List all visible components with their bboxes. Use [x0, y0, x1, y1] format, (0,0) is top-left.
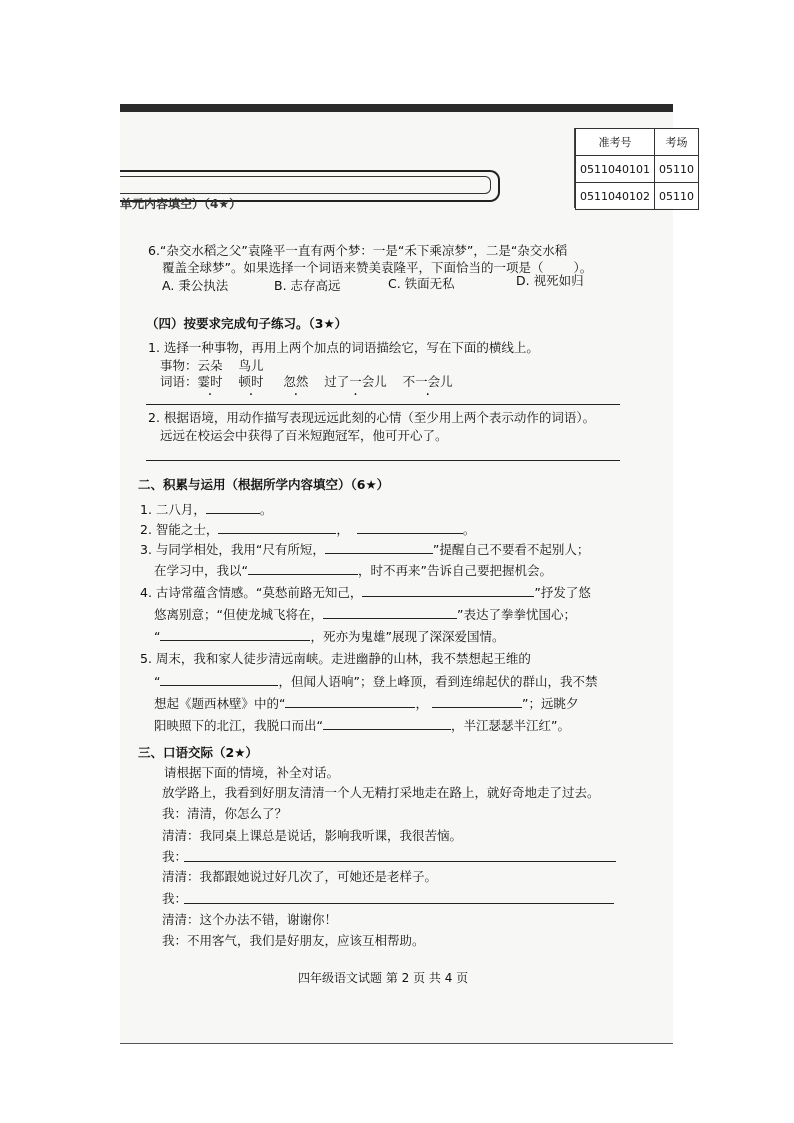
fill-blank[interactable]: [248, 562, 358, 575]
admission-ticket-table: [574, 128, 694, 208]
section4-title: （四）按要求完成句子练习。（3★）: [146, 316, 348, 331]
dialogue-line: 我：不用客气，我们是好朋友，应该互相帮助。: [162, 933, 425, 948]
accumulate-item-4a: 4. 古诗常蕴含情感。“莫愁前路无知己， ”抒发了悠: [140, 585, 591, 600]
section4-q2-context: 远远在校运会中获得了百米短跑冠军，他可开心了。: [160, 428, 448, 443]
answer-line[interactable]: [146, 460, 620, 461]
ticket-cell: 05110: [655, 183, 699, 210]
section4-q2: 2. 根据语境，用动作描写表现远远此刻的心情（至少用上两个表示动作的词语）。: [148, 410, 596, 425]
accumulate-item-1: 1. 二八月， 。: [140, 502, 273, 517]
dialogue-line: 我：清清，你怎么了？: [162, 806, 288, 821]
accumulate-item-2: 2. 智能之士， ， 。: [140, 522, 476, 537]
fill-blank[interactable]: [160, 673, 278, 686]
oral-scene: 放学路上，我看到好朋友清清一个人无精打采地走在路上，就好奇地走了过去。: [162, 785, 600, 800]
ticket-header-room: 考场: [655, 129, 699, 156]
page-footer: 四年级语文试题 第 2 页 共 4 页: [298, 971, 469, 985]
cut-section-header: 单元内容填空）（4★）: [120, 197, 242, 211]
accumulate-item-3a: 3. 与同学相处，我用“尺有所短， ”提醒自己不要看不起别人；: [140, 542, 590, 557]
dialogue-line: 清清：这个办法不错，谢谢你！: [162, 912, 338, 927]
bottom-edge: [120, 1043, 673, 1044]
ticket-cell: 05110: [655, 156, 699, 183]
dialogue-answer-prompt: 我：: [162, 891, 188, 906]
thing-item: 云朵: [197, 358, 223, 373]
fill-blank[interactable]: [362, 584, 534, 597]
fill-blank[interactable]: [218, 521, 336, 534]
accumulate-item-5c: 想起《题西林壁》中的“ ， ”；远眺夕: [154, 696, 579, 711]
accumulate-item-5b: “ ，但闻人语响”；登上峰顶，看到连绵起伏的群山，我不禁: [154, 674, 598, 689]
accumulate-title: 二、积累与运用（根据所学内容填空）（6★）: [138, 477, 390, 492]
oral-instruction: 请根据下面的情境，补全对话。: [164, 765, 340, 780]
words-label: 词语：: [160, 374, 198, 389]
accumulate-item-3b: 在学习中，我以“ ，时不再来”告诉自己要把握机会。: [154, 563, 552, 578]
oral-title: 三、口语交际（2★）: [138, 745, 258, 760]
dialogue-line: 清清：我同桌上课总是说话，影响我听课，我很苦恼。: [162, 828, 463, 843]
header-frame-inner: [120, 176, 491, 194]
fill-blank[interactable]: [323, 717, 451, 730]
q6-option-d: D. 视死如归: [516, 273, 584, 288]
fill-blank[interactable]: [206, 501, 260, 514]
q6-line1: 6.“杂交水稻之父”袁隆平一直有两个梦：一是“禾下乘凉梦”，二是“杂交水稻: [148, 243, 568, 258]
dotted-word: 霎时: [197, 374, 223, 389]
ticket-cell: 0511040101: [576, 156, 655, 183]
fill-blank[interactable]: [432, 695, 522, 708]
ticket-cell: 0511040102: [576, 183, 655, 210]
q6-option-b: B. 志存高远: [274, 278, 341, 293]
dotted-word: 顿时: [238, 374, 264, 389]
dotted-word: 不一会儿: [402, 374, 453, 389]
dialogue-answer-line[interactable]: [184, 903, 614, 904]
q6-option-a: A. 秉公执法: [162, 278, 229, 293]
accumulate-item-5d: 阳映照下的北江，我脱口而出“ ，半江瑟瑟半江红”。: [154, 718, 570, 733]
dotted-word: 过了一会儿 ·: [324, 374, 387, 390]
section4-q1: 1. 选择一种事物，再用上两个加点的词语描绘它，写在下面的横线上。: [148, 340, 539, 355]
accumulate-item-4c: “ ，死亦为鬼雄”展现了深深爱国情。: [154, 629, 505, 644]
section4-words: [160, 374, 453, 390]
accumulate-item-4b: 悠离别意；“但使龙城飞将在， ”表达了拳拳忧国心；: [154, 607, 576, 622]
fill-blank[interactable]: [357, 521, 463, 534]
dialogue-answer-line[interactable]: [184, 861, 616, 862]
section4-things: [160, 358, 263, 374]
top-edge-shadow: [120, 104, 673, 112]
dialogue-answer-prompt: 我：: [162, 849, 188, 864]
things-label: 事物：: [160, 358, 198, 373]
accumulate-item-5a: 5. 周末，我和家人徒步清远南峡。走进幽静的山林，我不禁想起王维的: [140, 651, 531, 666]
q6-option-c: C. 铁面无私: [388, 276, 455, 291]
ticket-header-id: 准考号: [576, 129, 655, 156]
fill-blank[interactable]: [325, 541, 433, 554]
q6-line2: 覆盖全球梦”。如果选择一个词语来赞美袁隆平，下面恰当的一项是（ ）。: [162, 260, 593, 275]
answer-line[interactable]: [146, 404, 620, 405]
fill-blank[interactable]: [285, 695, 415, 708]
fill-blank[interactable]: [160, 628, 310, 641]
thing-item: 鸟儿: [238, 358, 264, 373]
dotted-word: 忽然: [283, 374, 309, 389]
dialogue-line: 清清：我都跟她说过好几次了，可她还是老样子。: [162, 869, 438, 884]
fill-blank[interactable]: [323, 606, 457, 619]
